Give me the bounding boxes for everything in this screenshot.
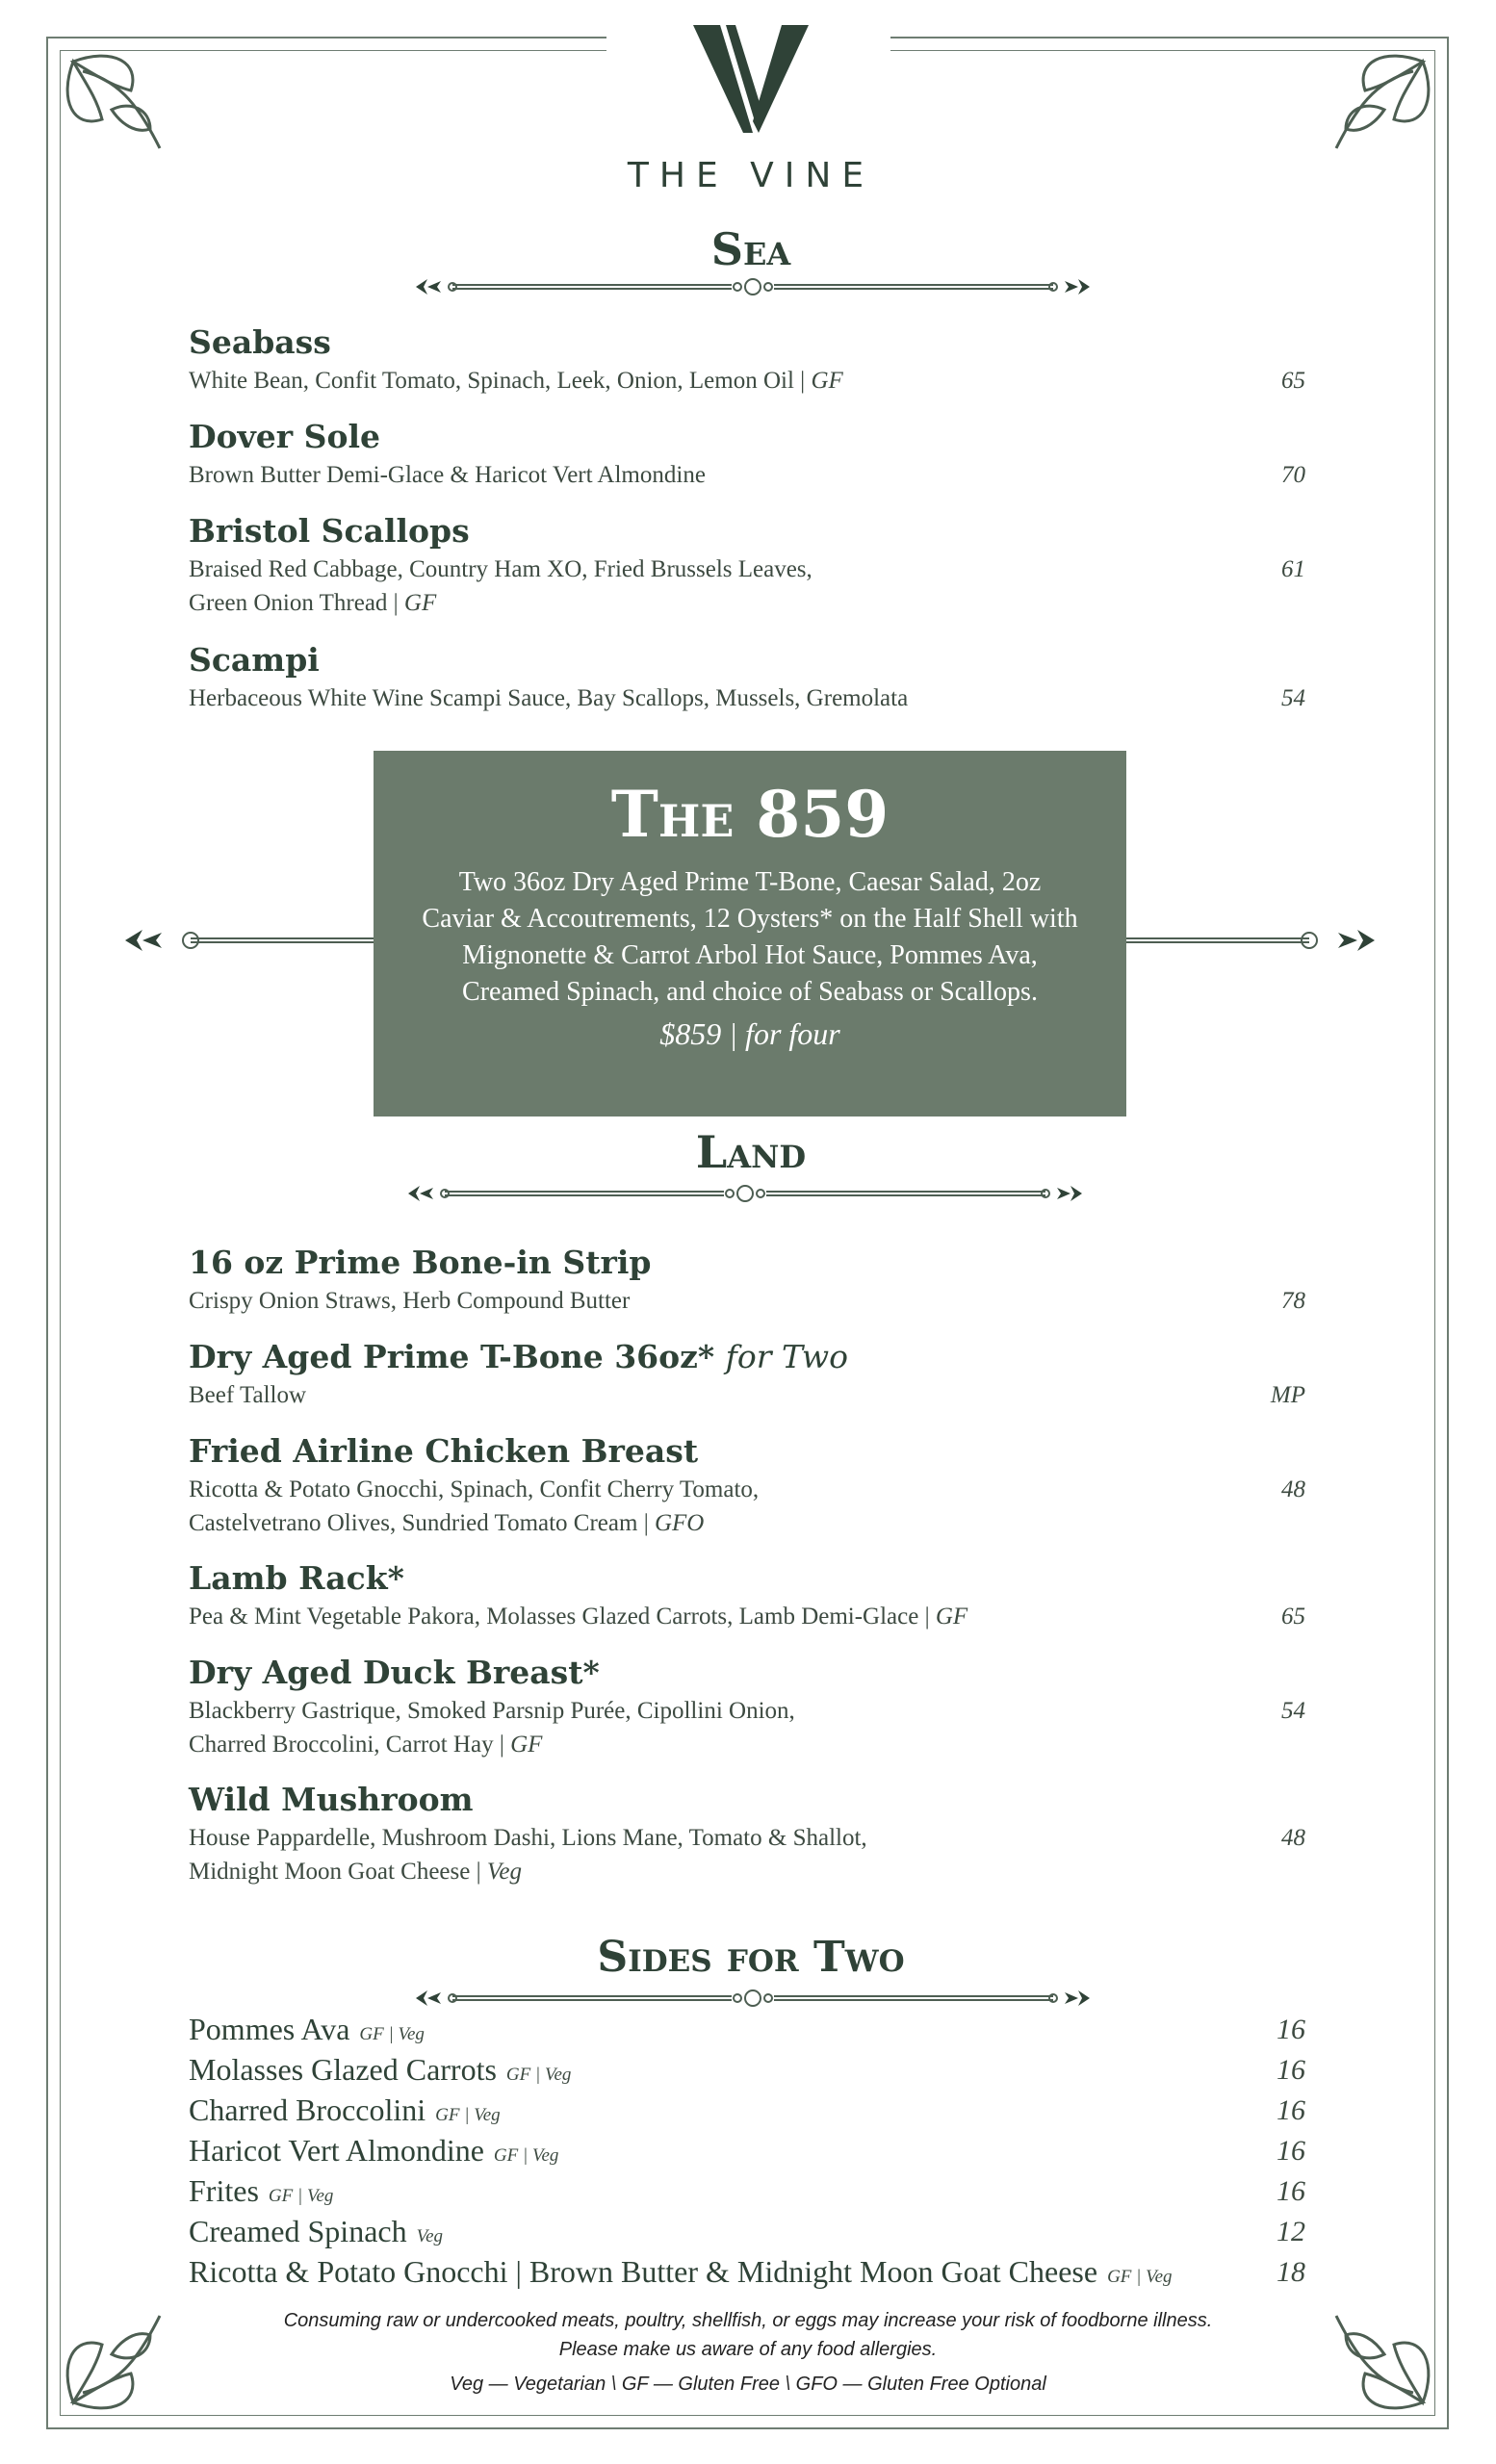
item-description: Braised Red Cabbage, Country Ham XO, Fried Brussels Leaves, Green Onion Thread | GF: [189, 556, 812, 616]
side-price: 16: [1277, 2175, 1305, 2207]
menu-item-bristol-scallops: [189, 510, 1305, 620]
side-name: Haricot Vert Almondine: [189, 2133, 484, 2168]
item-description: Blackberry Gastrique, Smoked Parsnip Purée, Cipollini Onion, Charred Broccolini, Carrot Hay | GF: [189, 1698, 795, 1758]
item-price: 48: [1281, 1825, 1305, 1851]
side-item: [189, 2133, 1305, 2171]
menu-item-wild-mushroom: [189, 1779, 1305, 1888]
side-item: [189, 2092, 1305, 2131]
side-tag: GF | Veg: [1107, 2267, 1173, 2287]
side-tag: GF | Veg: [435, 2105, 501, 2125]
item-name: Seabass: [189, 323, 331, 361]
menu-item-prime-bone-in-strip: [189, 1242, 1305, 1318]
side-name: Pommes Ava: [189, 2012, 350, 2046]
side-tag: GF | Veg: [505, 2065, 572, 2085]
item-tag: GF: [510, 1732, 543, 1758]
feature-title: The 859: [610, 777, 890, 852]
item-name: Bristol Scallops: [189, 512, 470, 550]
item-description: House Pappardelle, Mushroom Dashi, Lions Mane, Tomato & Shallot, Midnight Moon Goat Cheese | Veg: [189, 1825, 867, 1885]
item-description: Ricotta & Potato Gnocchi, Spinach, Confit Cherry Tomato, Castelvetrano Olives, Sundried Tomato Cream | GFO: [189, 1476, 760, 1536]
item-name: 16 oz Prime Bone-in Strip: [189, 1244, 652, 1281]
item-description: Pea & Mint Vegetable Pakora, Molasses Glazed Carrots, Lamb Demi-Glace | GF: [189, 1604, 968, 1630]
side-item: [189, 2012, 1305, 2050]
side-name: Charred Broccolini: [189, 2092, 426, 2127]
item-name: Fried Airline Chicken Breast: [189, 1432, 699, 1470]
item-price: 65: [1281, 368, 1305, 394]
side-tag: GF | Veg: [493, 2145, 559, 2166]
food-safety-disclaimer: Consuming raw or undercooked meats, poultry, shellfish, or eggs may increase your risk of foodborne illness.: [283, 2310, 1213, 2331]
item-price: MP: [1270, 1382, 1305, 1408]
feature-box-the-859: [374, 751, 1126, 1116]
item-tag: GFO: [654, 1510, 705, 1536]
menu-item-fried-airline-chicken: [189, 1430, 1305, 1540]
side-name: Molasses Glazed Carrots: [189, 2052, 497, 2087]
item-name: Dover Sole: [189, 418, 381, 455]
side-price: 16: [1277, 2054, 1305, 2086]
side-price: 12: [1277, 2216, 1305, 2247]
item-price: 70: [1281, 462, 1305, 488]
corner-ornament-top-left: [54, 42, 189, 177]
side-item: [189, 2052, 1305, 2091]
side-tag: Veg: [416, 2226, 444, 2246]
side-name: Ricotta & Potato Gnocchi | Brown Butter & Midnight Moon Goat Cheese: [189, 2254, 1098, 2289]
item-tag: Veg: [486, 1859, 522, 1885]
feature-description: Two 36oz Dry Aged Prime T-Bone, Caesar Salad, 2oz Caviar & Accoutrements, 12 Oysters* on the Half Shell with Mignonette & Carrot Arbol Hot Sauce, Pommes Ava, Creamed Spinach, and choice of Seabass or Scallops.: [422, 867, 1078, 1007]
vine-logo-icon: [693, 25, 809, 141]
item-name: Dry Aged Duck Breast*: [189, 1654, 600, 1691]
divider-ornament: [414, 1987, 1092, 2010]
item-price: 48: [1281, 1476, 1305, 1502]
item-description: White Bean, Confit Tomato, Spinach, Leek, Onion, Lemon Oil | GF: [189, 368, 843, 394]
item-tag: GF: [403, 590, 437, 616]
item-price: 78: [1281, 1288, 1305, 1314]
side-price: 16: [1277, 2135, 1305, 2167]
item-tag: GF: [935, 1604, 968, 1630]
menu-item-lamb-rack: [189, 1557, 1305, 1633]
menu-item-dry-aged-duck: [189, 1652, 1305, 1761]
item-price: 54: [1281, 1698, 1305, 1724]
menu-item-seabass: [189, 321, 1305, 398]
menu-item-dover-sole: [189, 416, 1305, 492]
side-tag: GF | Veg: [359, 2024, 425, 2044]
divider-ornament: [414, 275, 1092, 298]
item-description: Brown Butter Demi-Glace & Haricot Vert Almondine: [189, 462, 706, 488]
item-name: Scampi: [189, 641, 320, 679]
item-description: Herbaceous White Wine Scampi Sauce, Bay Scallops, Mussels, Gremolata: [189, 685, 909, 711]
section-title-sides: Sides for Two: [597, 1933, 905, 1982]
item-name: Lamb Rack*: [189, 1559, 404, 1597]
side-item: [189, 2254, 1305, 2293]
item-price: 65: [1281, 1604, 1305, 1630]
side-item: [189, 2173, 1305, 2212]
brand-name: THE VINE: [627, 156, 875, 195]
corner-ornament-top-right: [1307, 42, 1442, 177]
menu-item-scampi: [189, 639, 1305, 715]
section-title-land: Land: [695, 1126, 807, 1178]
allergy-notice: Please make us aware of any food allergies.: [558, 2339, 938, 2360]
side-name: Frites: [189, 2173, 259, 2208]
dietary-legend: Veg — Vegetarian \ GF — Gluten Free \ GFO — Gluten Free Optional: [450, 2374, 1046, 2395]
feature-flourish-left: [123, 926, 375, 955]
menu-item-dry-aged-t-bone: [189, 1336, 1305, 1412]
side-price: 18: [1277, 2256, 1305, 2288]
divider-ornament: [406, 1182, 1084, 1205]
side-price: 16: [1277, 2014, 1305, 2045]
side-tag: GF | Veg: [268, 2186, 334, 2206]
side-price: 16: [1277, 2094, 1305, 2126]
item-price: 54: [1281, 685, 1305, 711]
item-name-suffix: for Two: [725, 1338, 848, 1375]
item-tag: GF: [811, 368, 843, 394]
side-name: Creamed Spinach: [189, 2214, 407, 2248]
side-item: [189, 2214, 1305, 2252]
section-title-sea: Sea: [710, 223, 791, 275]
item-description: Crispy Onion Straws, Herb Compound Butter: [189, 1288, 631, 1314]
item-description: Beef Tallow: [189, 1382, 307, 1408]
item-price: 61: [1281, 556, 1305, 582]
item-name: Dry Aged Prime T-Bone 36oz* for Two: [189, 1338, 848, 1375]
item-name: Wild Mushroom: [189, 1781, 474, 1818]
feature-price: $859 | for four: [659, 1016, 840, 1051]
feature-flourish-right: [1124, 926, 1377, 955]
